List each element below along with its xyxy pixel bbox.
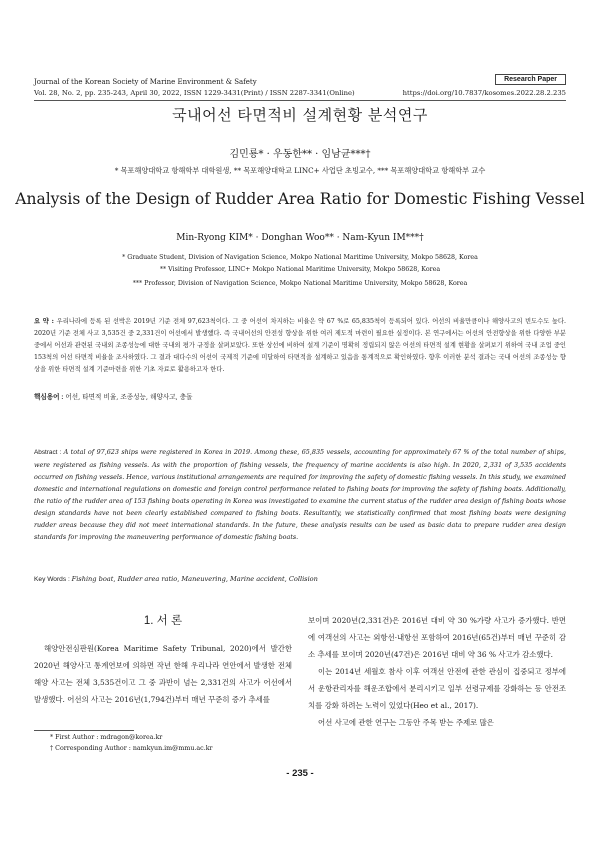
footnote-divider bbox=[34, 730, 134, 731]
affiliation-english-3: *** Professor, Division of Navigation Science, Mokpo National Maritime University, Mokpo 58628, Korea bbox=[132, 280, 468, 287]
keywords-korean-label: 핵심용어 : bbox=[34, 394, 66, 401]
affiliation-english-1: * Graduate Student, Division of Navigation Science, Mokpo National Maritime University, Mokpo 58628, Korea bbox=[122, 254, 478, 261]
footnote-first-author: * First Author : mdragon@korea.kr bbox=[50, 734, 163, 741]
abstract-english bbox=[34, 446, 566, 543]
keywords-english-label: Key Words : bbox=[34, 576, 72, 583]
body-column-left bbox=[34, 640, 292, 708]
abstract-english-label: Abstract : bbox=[34, 449, 64, 456]
body-paragraph: 이는 2014년 세월호 참사 이후 여객선 안전에 관한 관심이 집중되고 정부에서 운항관리자를 해운조합에서 분리시키고 일부 선령규제를 강화하는 등 안전조치를 강화 하려는 노력이 있었다(Heo et al., 2017). bbox=[308, 667, 566, 710]
keywords-english-text: Fishing boat, Rudder area ratio, Maneuvering, Marine accident, Collision bbox=[71, 575, 318, 583]
affiliation-english-2: ** Visiting Professor, LINC+ Mokpo National Maritime University, Mokpo 58628, Korea bbox=[159, 266, 441, 273]
footnote-corresponding-author: † Corresponding Author : namkyun.im@mmu.ac.kr bbox=[50, 745, 213, 752]
abstract-korean-text: 우리나라에 등록 된 선박은 2019년 기준 전체 97,623척이다. 그 중 어선이 차지하는 비율은 약 67 %로 65,835척이 등록되어 있다. 어선의 비율만큼이나 해양사고의 빈도수도 높다. 2020년 기준 전체 사고 3,535건 중 2,331건이 어선에서 발생했다. 즉 국내어선의 안전성 향상을 위한 여러 제도적 마련이 필요한 실정이다. 본 연구에서는 어선의 안전향상을 위한 다양한 부분 중에서 어선과 관련된 국내외 조종성능에 대한 국내외 평가 규정을 살펴보았다. 또한 상선에 비하여 설계 기준이 명확히 정립되지 않은 어선의 타면적 설계 현황을 살펴보기 위하여 국내 조업 중인 153척의 어선 타면적 비율을 조사하였다. 그 결과 대다수의 어선이 국제적 기준에 미달하여 타면적을 설계하고 있음을 통계적으로 확인하였다. 향후 이러한 분석 결과는 국내 어선의 조종성능 향상을 위한 타면적 설계 기준마련을 위한 기초 자료로 활용하고자 한다. bbox=[34, 318, 567, 373]
abstract-korean-label: 요 약 : bbox=[34, 318, 57, 325]
body-paragraph: 해양안전심판원(Korea Maritime Safety Tribunal, 2020)에서 발간한 2020년 해양사고 통계연보에 의하면 작년 한해 우리나라 연안에서 발생한 전체 해양 사고는 전체 3,535건이고 그 중 과반이 넘는 2,331건의 사고가 어선에서 발생했다. 어선의 사고는 2016년(1,794건)부터 매년 꾸준히 증가 추세를 bbox=[34, 644, 292, 704]
keywords-english bbox=[34, 575, 318, 583]
footnotes bbox=[50, 732, 213, 754]
abstract-english-text: A total of 97,623 ships were registered in Korea in 2019. Among these, 65,835 vessels, accounting for approximately 67 % of the total number of ships, were registered as fishing vessels. As with the proportion of fishing vessels, the frequency of marine accidents is also high. In 2020, 2,331 of 3,535 accidents occurred on fishing vessels. Hence, various institutional arrangements are required for improving the safety of domestic fishing vessels. In this study, we examined domestic and international regulations on domestic and foreign control performance related to fishing boats for improving the safety of fishing boats. Additionally, the ratio of the rudder area of 153 fishing boats operating in Korea was investigated to examine the current status of the rudder area design of fishing boats whose design standards have not been clearly established compared to fishing boats. Resultantly, we statistically confirmed that most fishing boats were designing rudder areas because they did not meet international standards. In the future, these analysis results can be used as basic data to prepare rudder area design standards for improving the maneuvering performance of domestic fishing boats. bbox=[34, 448, 566, 541]
affiliations-korean: * 목포해양대학교 항해학부 대학원생, ** 목포해양대학교 LINC+ 사업단 초빙교수, *** 목포해양대학교 항해학부 교수 bbox=[114, 166, 486, 175]
body-paragraph: 보이며 2020년(2,331건)은 2016년 대비 약 30 %가량 사고가 증가했다. 반면에 여객선의 사고는 외항선·내항선 포함하여 2016년(65건)부터 매년 꾸준히 감소 추세를 보이며 2020년(47건)은 2016년 대비 약 36 % 사고가 감소했다. bbox=[308, 616, 566, 659]
page-number: - 235 - bbox=[286, 768, 314, 779]
abstract-korean bbox=[34, 316, 566, 376]
header-divider bbox=[34, 100, 566, 101]
doi-link[interactable]: https://doi.org/10.7837/kosomes.2022.28.2.235 bbox=[402, 89, 566, 97]
keywords-korean-text: 어선, 타면적 비율, 조종성능, 해양사고, 충돌 bbox=[65, 393, 193, 401]
paper-title-english: Analysis of the Design of Rudder Area Ratio for Domestic Fishing Vessel bbox=[15, 190, 585, 208]
section-heading-introduction: 1. 서 론 bbox=[143, 615, 183, 627]
authors-korean: 김민룡* · 우동한** · 임남균***† bbox=[229, 149, 371, 160]
journal-volume-info: Vol. 28, No. 2, pp. 235-243, April 30, 2022, ISSN 1229-3431(Print) / ISSN 2287-3341(Online) bbox=[34, 89, 355, 97]
journal-name: Journal of the Korean Society of Marine Environment & Safety bbox=[34, 78, 257, 86]
paper-title-korean: 국내어선 타면적비 설계현황 분석연구 bbox=[172, 106, 428, 124]
body-column-right bbox=[308, 612, 566, 731]
paper-type-badge: Research Paper bbox=[495, 74, 566, 85]
keywords-korean bbox=[34, 391, 193, 401]
authors-english: Min-Ryong KIM* · Donghan Woo** · Nam-Kyun IM***† bbox=[176, 233, 424, 243]
body-paragraph: 어선 사고에 관한 연구는 그동안 주목 받는 주제로 많은 bbox=[318, 718, 494, 727]
